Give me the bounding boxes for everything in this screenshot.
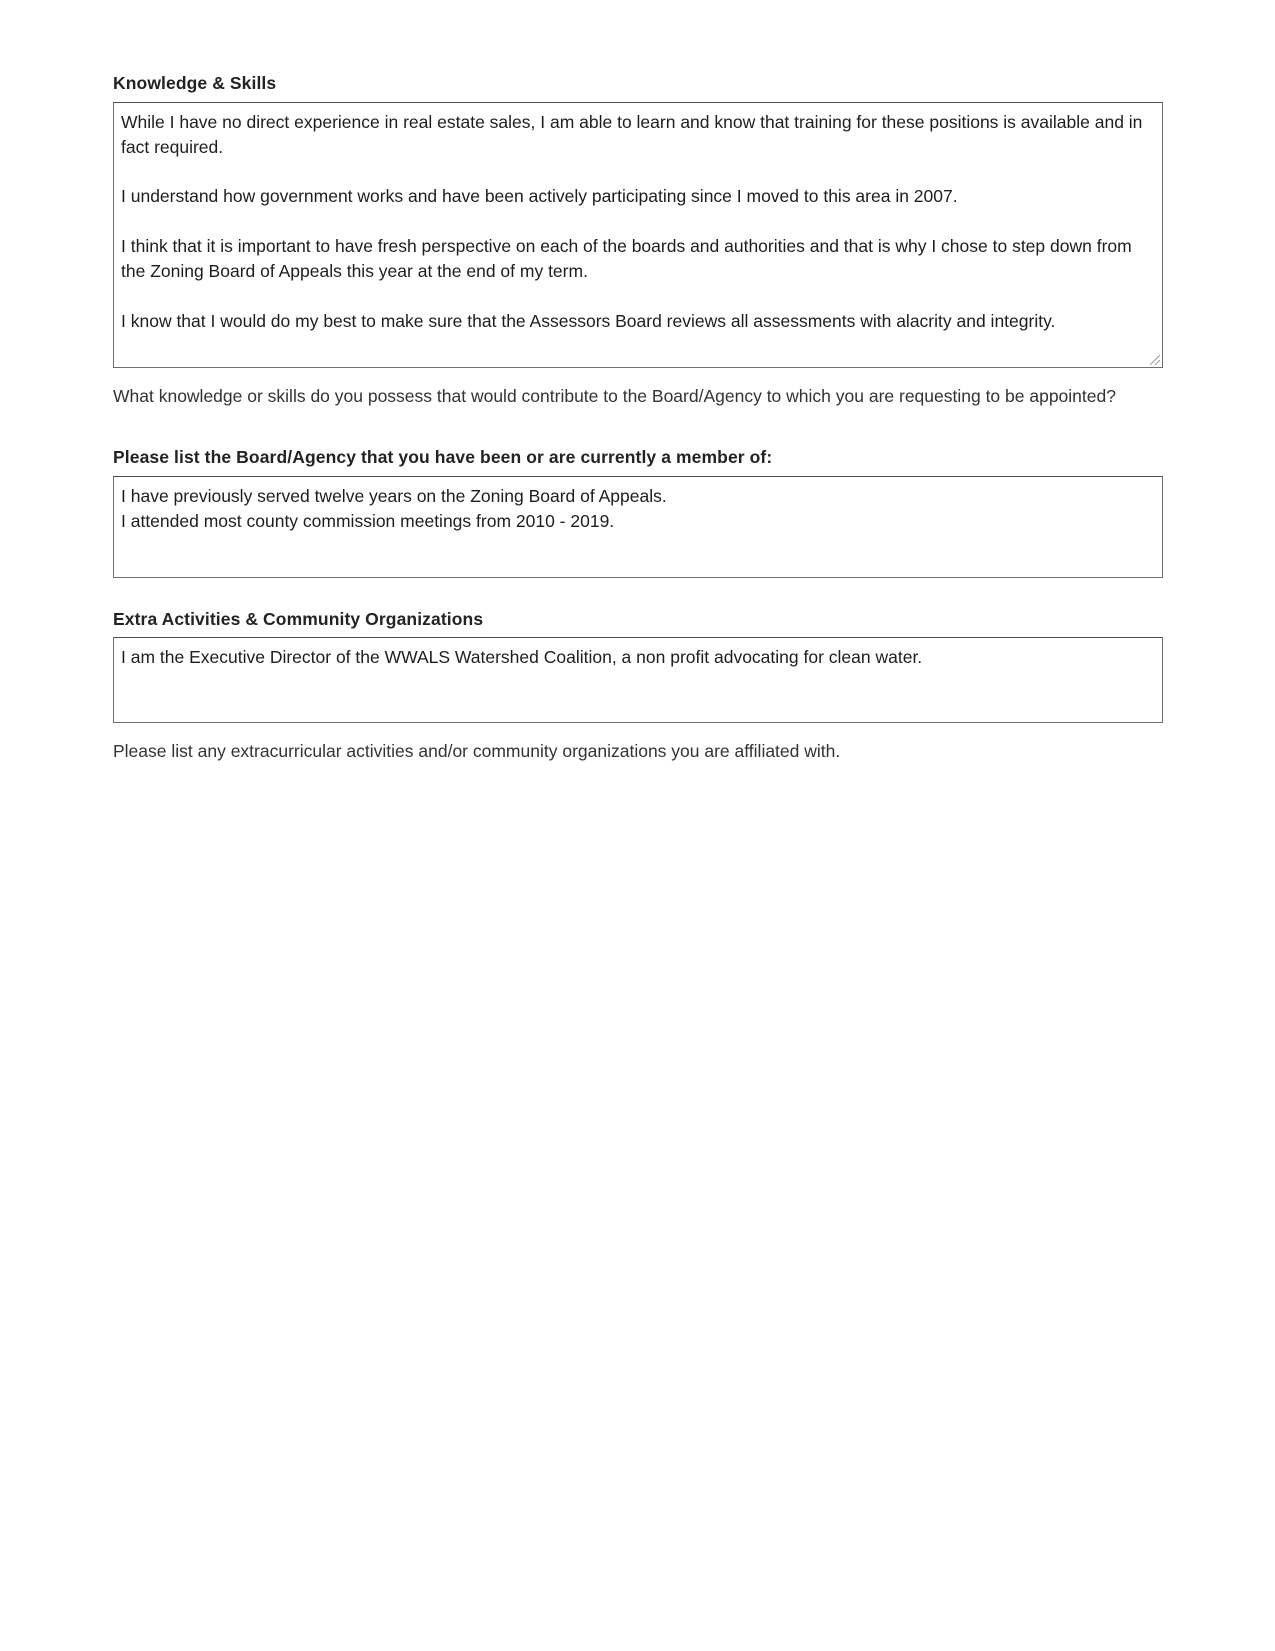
answer-line: I have previously served twelve years on the Zoning Board of Appeals. bbox=[121, 485, 667, 506]
knowledge-skills-heading: Knowledge & Skills bbox=[113, 73, 277, 93]
answer-paragraph: I understand how government works and have been actively participating since I moved to this area in 2007. bbox=[121, 186, 958, 207]
extra-activities-question-text: Please list any extracurricular activities and/or community organizations you are affiliated with. bbox=[113, 741, 841, 762]
answer-line: I am the Executive Director of the WWALS Watershed Coalition, a non profit advocating for clean water. bbox=[121, 647, 923, 668]
section-board-agency-membership bbox=[113, 446, 1163, 578]
board-agency-membership-heading: Please list the Board/Agency that you have been or are currently a member of: bbox=[113, 446, 773, 467]
extra-activities-textarea[interactable] bbox=[113, 637, 1163, 723]
textarea-resize-handle[interactable] bbox=[1147, 352, 1160, 365]
board-agency-membership-textarea[interactable] bbox=[113, 476, 1163, 578]
section-spacer bbox=[113, 410, 1163, 446]
extra-activities-heading: Extra Activities & Community Organizations bbox=[113, 608, 484, 629]
answer-paragraph: I know that I would do my best to make sure that the Assessors Board reviews all assessments with alacrity and integrity. bbox=[121, 310, 1056, 331]
knowledge-skills-textarea[interactable] bbox=[113, 102, 1163, 368]
section-knowledge-skills bbox=[113, 72, 1163, 410]
section-extra-activities bbox=[113, 608, 1163, 766]
knowledge-skills-question-text: What knowledge or skills do you possess that would contribute to the Board/Agency to which you are requesting to be appointed? bbox=[113, 385, 1116, 406]
answer-paragraph: I think that it is important to have fresh perspective on each of the boards and authorities and that is why I chose to step down from the Zoning Board of Appeals this year at the end of my term. bbox=[121, 236, 1132, 282]
section-spacer bbox=[113, 578, 1163, 608]
answer-line: I attended most county commission meetings from 2010 - 2019. bbox=[121, 510, 615, 531]
answer-paragraph: While I have no direct experience in real estate sales, I am able to learn and know that training for these positions is available and in fact required. bbox=[121, 111, 1143, 157]
